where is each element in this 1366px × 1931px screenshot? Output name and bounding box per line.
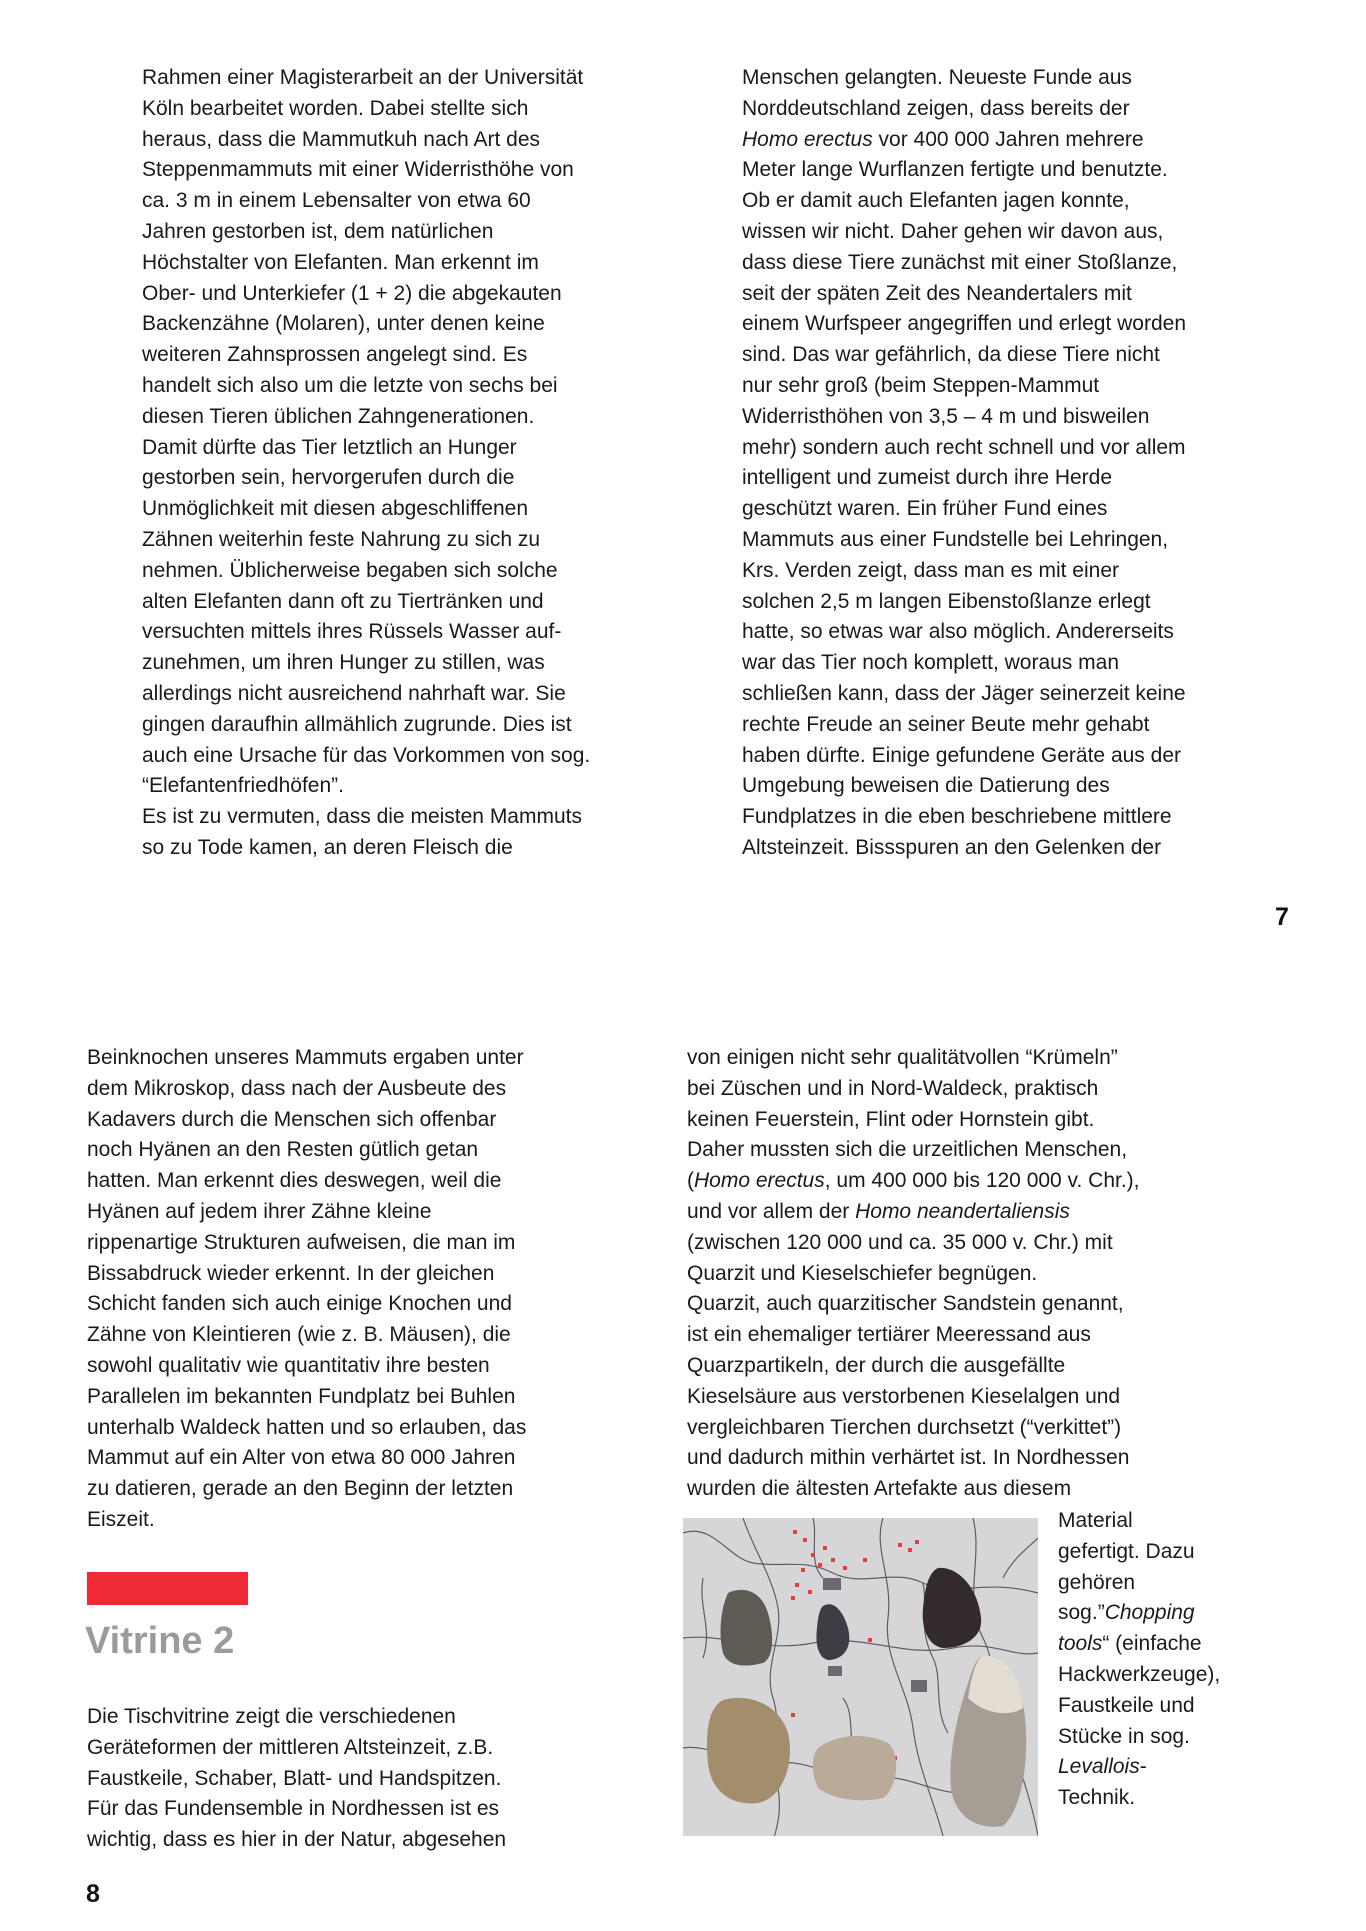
text-line: sowohl qualitativ wie quantitativ ihre besten: [87, 1353, 490, 1377]
text-line: Unmöglichkeit mit diesen abgeschliffenen: [142, 497, 528, 521]
text-line: Damit dürfte das Tier letztlich an Hunger: [142, 435, 517, 459]
text-line: intelligent und zumeist durch ihre Herde: [742, 466, 1113, 490]
text-line: “Elefantenfriedhöfen”.: [142, 774, 344, 798]
text-line: unterhalb Waldeck hatten und so erlauben, das: [87, 1415, 527, 1439]
text-line: dem Mikroskop, dass nach der Ausbeute des: [87, 1076, 507, 1100]
text-line: Bissabdruck wieder erkennt. In der gleichen: [87, 1261, 495, 1285]
text-line: wissen wir nicht. Daher gehen wir davon aus,: [742, 219, 1164, 243]
section-heading-vitrine-2: Vitrine 2: [85, 1620, 235, 1662]
section-accent-bar: [87, 1572, 248, 1605]
text-line: Rahmen einer Magisterarbeit an der Universität: [142, 66, 584, 89]
text-line: Höchstalter von Elefanten. Man erkennt im: [142, 250, 539, 274]
text-line: geschützt waren. Ein früher Fund eines: [742, 497, 1108, 521]
text-line: gingen daraufhin allmählich zugrunde. Dies ist: [142, 712, 572, 736]
text-line: ca. 3 m in einem Lebensalter von etwa 60: [142, 189, 531, 213]
text-line: Widerristhöhen von 3,5 – 4 m und bisweilen: [742, 404, 1150, 428]
text-line: wurden die ältesten Artefakte aus diesem: [687, 1477, 1072, 1501]
text-line: nehmen. Üblicherweise begaben sich solche: [142, 558, 558, 582]
text-line: Faustkeile und: [1058, 1693, 1195, 1717]
text-line: Umgebung beweisen die Datierung des: [742, 774, 1110, 798]
text-line: Es ist zu vermuten, dass die meisten Mammuts: [142, 805, 582, 829]
text-line: Jahren gestorben ist, dem natürlichen: [142, 219, 494, 243]
text-line: Mammuts aus einer Fundstelle bei Lehringen,: [742, 527, 1169, 551]
text-line: von einigen nicht sehr qualitätvollen “Krümeln”: [687, 1046, 1118, 1069]
text-line: war das Tier noch komplett, woraus man: [742, 651, 1119, 675]
text-line: Beinknochen unseres Mammuts ergaben unter: [87, 1046, 524, 1069]
text-line: Ob er damit auch Elefanten jagen konnte,: [742, 189, 1130, 213]
text-line: keinen Feuerstein, Flint oder Hornstein gibt.: [687, 1107, 1095, 1131]
text-line: Meter lange Wurflanzen fertigte und benutzte.: [742, 158, 1168, 182]
text-line: Menschen gelangten. Neueste Funde aus: [742, 66, 1132, 89]
text-line: mehr) sondern auch recht schnell und vor allem: [742, 435, 1186, 459]
text-line: nur sehr groß (beim Steppen-Mammut: [742, 373, 1100, 397]
text-line: rechte Freude an seiner Beute mehr gehabt: [742, 712, 1150, 736]
page-number-7: 7: [1275, 903, 1289, 931]
text-line: alten Elefanten dann oft zu Tiertränken und: [142, 589, 544, 613]
text-line: auch eine Ursache für das Vorkommen von sog.: [142, 743, 591, 767]
text-line: solchen 2,5 m langen Eibenstoßlanze erlegt: [742, 589, 1151, 613]
text-line: Krs. Verden zeigt, dass man es mit einer: [742, 558, 1120, 582]
page7-left-column: [142, 63, 590, 864]
text-line: rippenartige Strukturen aufweisen, die man im: [87, 1230, 516, 1254]
text-line: schließen kann, dass der Jäger seinerzeit keine: [742, 681, 1186, 705]
text-line: versuchten mittels ihres Rüssels Wasser auf-: [142, 620, 562, 644]
text-line: und dadurch mithin verhärtet ist. In Nordhessen: [687, 1446, 1130, 1470]
text-line: zu datieren, gerade an den Beginn der letzten: [87, 1477, 514, 1501]
page8-left-column: [87, 1043, 526, 1536]
page7-right-column: [742, 63, 1186, 864]
text-line: Für das Fundensemble in Nordhessen ist es: [87, 1797, 500, 1821]
text-line: tools“ (einfache: [1058, 1632, 1202, 1656]
text-line: haben dürfte. Einige gefundene Geräte aus der: [742, 743, 1181, 767]
page8-right-column: [687, 1043, 1140, 1505]
text-line: Quarzit und Kieselschiefer begnügen.: [687, 1261, 1038, 1285]
text-line: hatten. Man erkennt dies deswegen, weil die: [87, 1169, 502, 1193]
text-line: Geräteformen der mittleren Altsteinzeit, z.B.: [87, 1735, 494, 1759]
vitrine-2-intro-text: [87, 1702, 506, 1856]
text-line: Norddeutschland zeigen, dass bereits der: [742, 96, 1130, 120]
text-line: Hyänen auf jedem ihrer Zähne kleine: [87, 1199, 432, 1223]
text-line: gestorben sein, hervorgerufen durch die: [142, 466, 515, 490]
text-line: Kadavers durch die Menschen sich offenbar: [87, 1107, 497, 1131]
text-line: Kieselsäure aus verstorbenen Kieselalgen und: [687, 1384, 1121, 1408]
text-line: sind. Das war gefährlich, da diese Tiere nicht: [742, 343, 1160, 367]
text-line: Material: [1058, 1509, 1133, 1532]
text-line: Technik.: [1058, 1786, 1136, 1810]
photo-illustration: [683, 1518, 1038, 1836]
text-line: zunehmen, um ihren Hunger zu stillen, was: [142, 651, 545, 675]
text-line: Eiszeit.: [87, 1507, 155, 1531]
text-line: handelt sich also um die letzte von sechs bei: [142, 373, 558, 397]
text-line: bei Züschen und in Nord-Waldeck, praktisch: [687, 1076, 1099, 1100]
text-line: Parallelen im bekannten Fundplatz bei Buhlen: [87, 1384, 516, 1408]
text-line: gehören: [1058, 1570, 1136, 1594]
text-line: Altsteinzeit. Bissspuren an den Gelenken der: [742, 835, 1162, 859]
text-line: wichtig, dass es hier in der Natur, abgesehen: [87, 1828, 507, 1852]
text-line: Hackwerkzeuge),: [1058, 1662, 1221, 1686]
text-line: Fundplatzes in die eben beschriebene mittlere: [742, 805, 1172, 829]
text-line: Quarzpartikeln, der durch die ausgefällte: [687, 1353, 1066, 1377]
text-line: noch Hyänen an den Resten gütlich getan: [87, 1138, 479, 1162]
text-line: Mammut auf ein Alter von etwa 80 000 Jahren: [87, 1446, 516, 1470]
text-line: (Homo erectus, um 400 000 bis 120 000 v. Chr.),: [687, 1169, 1140, 1193]
text-line: einem Wurfspeer angegriffen und erlegt worden: [742, 312, 1186, 336]
text-line: sog.”Chopping: [1058, 1601, 1195, 1625]
text-line: Stücke in sog.: [1058, 1724, 1190, 1748]
text-line: Faustkeile, Schaber, Blatt- und Handspitzen.: [87, 1766, 502, 1790]
text-line: (zwischen 120 000 und ca. 35 000 v. Chr.) mit: [687, 1230, 1113, 1254]
text-line: diesen Tieren üblichen Zahngenerationen.: [142, 404, 535, 428]
text-line: gefertigt. Dazu: [1058, 1539, 1195, 1563]
text-line: hatte, so etwas war also möglich. Andererseits: [742, 620, 1174, 644]
text-line: Homo erectus vor 400 000 Jahren mehrere: [742, 127, 1144, 151]
text-line: Levallois-: [1058, 1755, 1147, 1779]
text-line: Die Tischvitrine zeigt die verschiedenen: [87, 1705, 456, 1728]
text-line: Backenzähne (Molaren), unter denen keine: [142, 312, 545, 336]
text-line: weiteren Zahnsprossen angelegt sind. Es: [142, 343, 528, 367]
text-line: Steppenmammuts mit einer Widerristhöhe von: [142, 158, 574, 182]
text-line: Zähnen weiterhin feste Nahrung zu sich zu: [142, 527, 541, 551]
text-line: und vor allem der Homo neandertaliensis: [687, 1199, 1070, 1223]
photo-wrap-text: [1058, 1506, 1220, 1814]
text-line: Ober- und Unterkiefer (1 + 2) die abgekauten: [142, 281, 562, 305]
text-line: allerdings nicht ausreichend nahrhaft war. Sie: [142, 681, 566, 705]
text-line: Köln bearbeitet worden. Dabei stellte sich: [142, 96, 529, 120]
page-number-8: 8: [86, 1880, 100, 1908]
text-line: heraus, dass die Mammutkuh nach Art des: [142, 127, 541, 151]
text-line: Zähne von Kleintieren (wie z. B. Mäusen), die: [87, 1323, 511, 1347]
text-line: Schicht fanden sich auch einige Knochen und: [87, 1292, 512, 1316]
text-line: Quarzit, auch quarzitischer Sandstein genannt,: [687, 1292, 1124, 1316]
text-line: seit der späten Zeit des Neandertalers mit: [742, 281, 1132, 305]
stone-tools-on-map-photo: [683, 1518, 1038, 1836]
text-line: dass diese Tiere zunächst mit einer Stoßlanze,: [742, 250, 1178, 274]
text-line: vergleichbaren Tierchen durchsetzt (“verkittet”): [687, 1415, 1122, 1439]
text-line: so zu Tode kamen, an deren Fleisch die: [142, 835, 513, 859]
text-line: ist ein ehemaliger tertiärer Meeressand aus: [687, 1323, 1091, 1347]
text-line: Daher mussten sich die urzeitlichen Menschen,: [687, 1138, 1128, 1162]
